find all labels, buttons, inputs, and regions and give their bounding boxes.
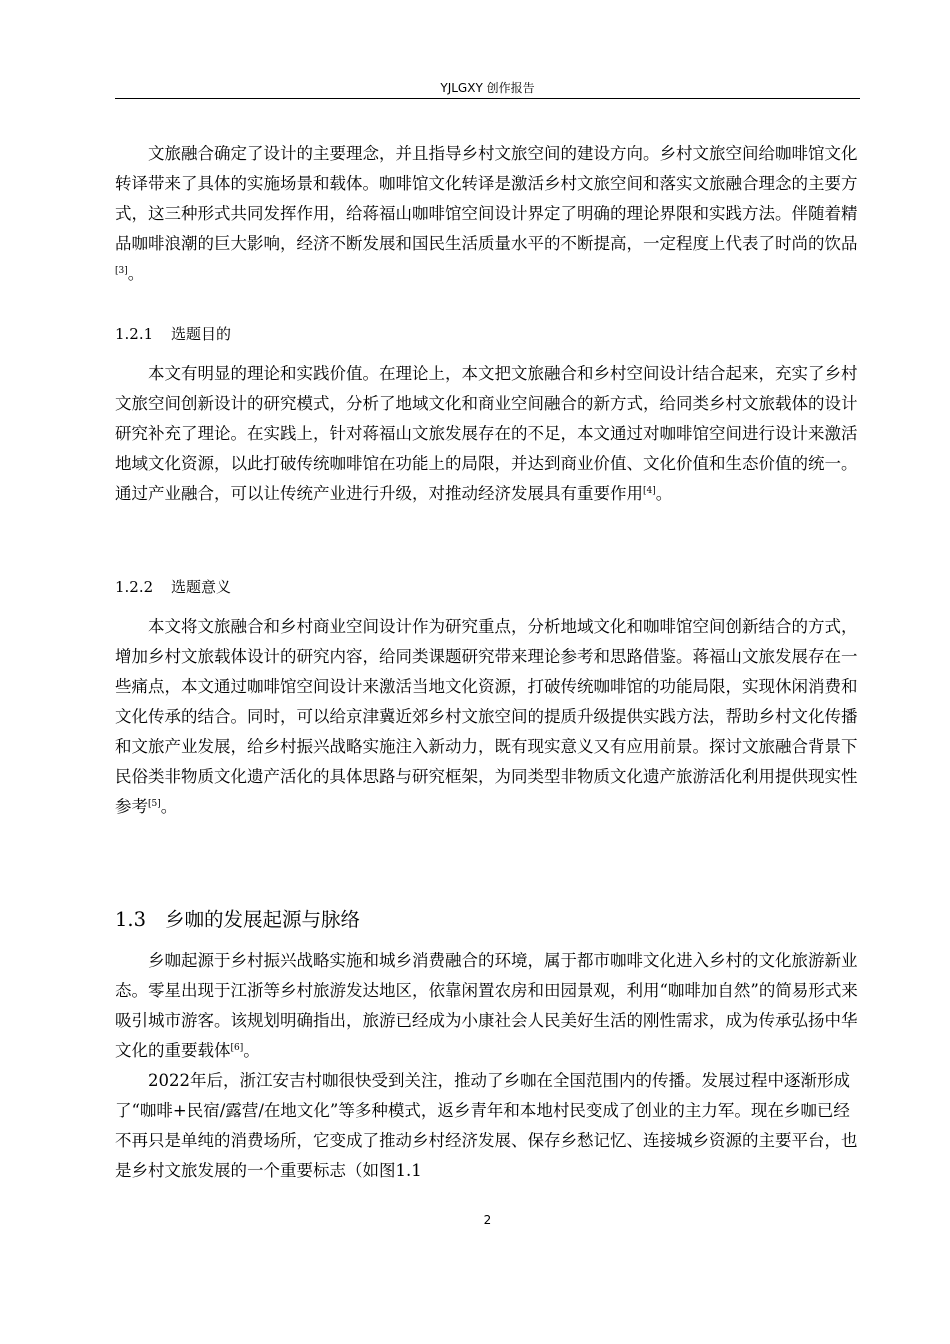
paragraph-significance-end: 。: [160, 797, 178, 816]
citation-5: [5]: [148, 799, 161, 809]
header-rule: [115, 98, 860, 99]
paragraph-intro-text: 文旅融合确定了设计的主要理念，并且指导乡村文旅空间的建设方向。乡村文旅空间给咖啡馆文化转译带来了具体的实施场景和载体。咖啡馆文化转译是激活乡村文旅空间和落实文旅融合理念的主要方式，这三种形式共同发挥作用，给蒋福山咖啡馆空间设计界定了明确的理论界限和实践方法。伴随着精品咖啡浪潮的巨大影响，经济不断发展和国民生活质量水平的不断提高，一定程度上代表了时尚的饮品: [115, 144, 858, 253]
paragraph-development-text: 2022年后，浙江安吉村咖很快受到关注，推动了乡咖在全国范围内的传播。发展过程中逐渐形成了“咖啡+民宿/露营/在地文化”等多种模式，返乡青年和本地村民变成了创业的主力军。现在乡咖已经不再只是单纯的消费场所，它变成了推动乡村经济发展、保存乡愁记忆、连接城乡资源的主要平台，也是乡村文旅发展的一个重要标志（如图1.1: [115, 1071, 858, 1180]
paragraph-purpose: [115, 359, 860, 509]
section-heading-1-2-2: [115, 577, 860, 597]
section-title: 选题目的: [171, 325, 232, 343]
section-number: 1.2.1: [115, 325, 154, 343]
paragraph-purpose-end: 。: [655, 484, 673, 503]
citation-3: [3]: [115, 266, 128, 276]
section-title: 选题意义: [171, 578, 232, 596]
page-number: 2: [483, 1213, 492, 1227]
paragraph-intro: [115, 139, 860, 289]
running-header: YJLGXY 创作报告: [440, 81, 535, 95]
section-number: 1.3: [115, 908, 147, 931]
section-number: 1.2.2: [115, 578, 154, 596]
citation-4: [4]: [643, 486, 656, 496]
paragraph-significance: [115, 612, 860, 822]
paragraph-purpose-text: 本文有明显的理论和实践价值。在理论上，本文把文旅融合和乡村空间设计结合起来，充实了乡村文旅空间创新设计的研究模式，分析了地域文化和商业空间融合的新方式，给同类乡村文旅载体的设计研究补充了理论。在实践上，针对蒋福山文旅发展存在的不足，本文通过对咖啡馆空间进行设计来激活地域文化资源，以此打破传统咖啡馆在功能上的局限，并达到商业价值、文化价值和生态价值的统一。通过产业融合，可以让传统产业进行升级，对推动经济发展具有重要作用: [115, 364, 858, 503]
citation-6: [6]: [230, 1043, 244, 1053]
paragraph-intro-end: 。: [127, 264, 145, 283]
paragraph-origin-end: 。: [243, 1041, 260, 1060]
paragraph-development: [115, 1066, 860, 1186]
paragraph-origin: [115, 946, 860, 1066]
section-title: 乡咖的发展起源与脉络: [165, 908, 361, 931]
paragraph-origin-text: 乡咖起源于乡村振兴战略实施和城乡消费融合的环境，属于都市咖啡文化进入乡村的文化旅游新业态。零星出现于江浙等乡村旅游发达地区，依靠闲置农房和田园景观，利用“咖啡加自然”的简易形式来吸引城市游客。该规划明确指出，旅游已经成为小康社会人民美好生活的刚性需求，成为传承弘扬中华文化的重要载体: [115, 951, 858, 1060]
section-heading-1-3: [115, 907, 860, 933]
paragraph-significance-text: 本文将文旅融合和乡村商业空间设计作为研究重点，分析地域文化和咖啡馆空间创新结合的方式，增加乡村文旅载体设计的研究内容，给同类课题研究带来理论参考和思路借鉴。蒋福山文旅发展存在一些痛点，本文通过咖啡馆空间设计来激活当地文化资源，打破传统咖啡馆的功能局限，实现休闲消费和文化传承的结合。同时，可以给京津冀近郊乡村文旅空间的提质升级提供实践方法，帮助乡村文化传播和文旅产业发展，给乡村振兴战略实施注入新动力，既有现实意义又有应用前景。探讨文旅融合背景下民俗类非物质文化遗产活化的具体思路与研究框架，为同类型非物质文化遗产旅游活化利用提供现实性参考: [115, 617, 858, 816]
section-heading-1-2-1: [115, 324, 860, 344]
